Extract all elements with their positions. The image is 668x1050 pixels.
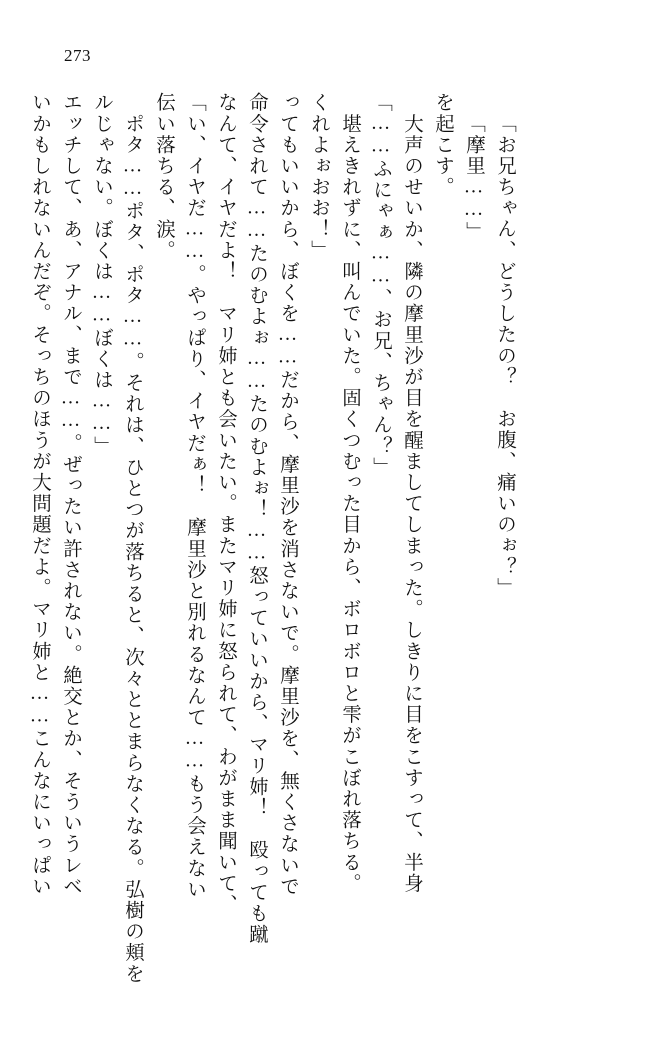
text-line: なんて、イヤだよ！ マリ姉とも会いたい。またマリ姉に怒られて、わがまま聞いて、	[215, 92, 236, 915]
text-line: 大声のせいか、隣の摩里沙が目を醒ましてしまった。しきりに目をこすって、半身	[401, 92, 422, 894]
text-line: 堪えきれずに、叫んでいた。固くつむった目から、ボロボロと雫がこぼれ落ちる。	[339, 92, 360, 894]
text-line: 「お兄ちゃん、どうしたの？ お腹、痛いのぉ？」	[494, 113, 515, 599]
text-line: ルじゃない。ぼくは……ぼくは……」	[91, 92, 112, 457]
text-line: 「い、イヤだ……。やっぱり、イヤだぁ！ 摩里沙と別れるなんて……もう会えない	[184, 92, 205, 900]
text-line: を起こす。	[432, 92, 453, 198]
vertical-text-body	[24, 92, 624, 1022]
text-line: ポタ……ポタ、ポタ……。それは、ひとつが落ちると、次々ととまらなくなる。弘樹の頬を	[122, 92, 143, 985]
text-line: 「……ふにゃぁ……、お兄、ちゃん？」	[370, 92, 391, 478]
text-line: 「摩里……」	[463, 113, 484, 243]
text-line: ってもいいから、ぼくを……だから、摩里沙を消さないで。摩里沙を、無くさないで	[277, 92, 298, 897]
text-line: いかもしれないんだぞ。そっちのほうが大問題だよ。マリ姉と……こんなにいっぱい	[29, 92, 50, 897]
page-number: 273	[64, 46, 91, 65]
text-line: 伝い落ちる、涙。	[153, 92, 174, 261]
text-line: 命令されて……たのむよぉ……たのむよぉ！……怒っていいから、マリ姉！ 殴っても蹴	[246, 92, 267, 945]
text-line: くれよぉおお！」	[308, 92, 329, 261]
text-line: エッチして、あ、アナル、まで……。ぜったい許されない。絶交とか、そういうレベ	[60, 92, 81, 897]
